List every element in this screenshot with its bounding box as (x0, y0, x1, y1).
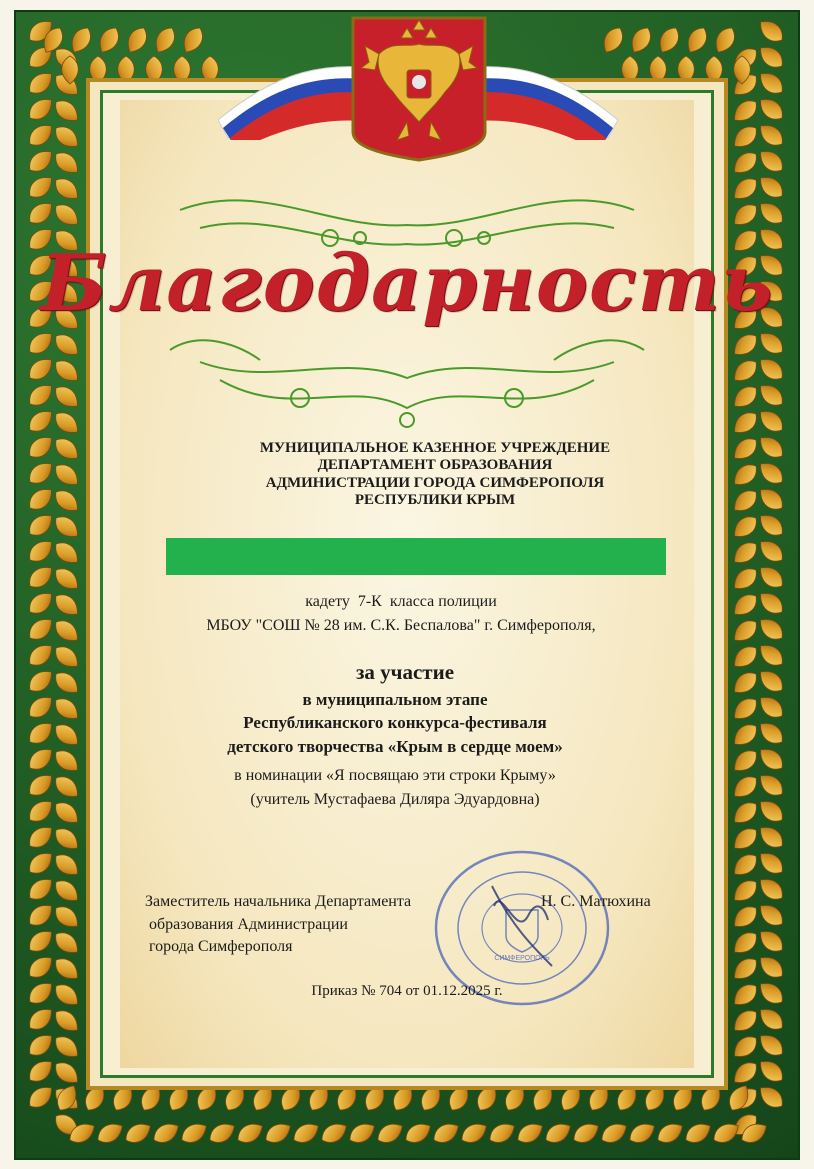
certificate-title: Благодарность (40, 238, 774, 329)
organization-line-4: РЕСПУБЛИКИ КРЫМ (354, 492, 516, 508)
order-reference: Приказ № 704 от 01.12.2025 г. (311, 983, 503, 999)
organization-line-1: МУНИЦИПАЛЬНОЕ КАЗЕННОЕ УЧРЕЖДЕНИЕ (259, 440, 611, 456)
teacher-line: (учитель Мустафаева Диляра Эдуардовна) (250, 791, 540, 808)
signatory-position-line-2: образования Администрации (149, 916, 348, 933)
organization-line-3: АДМИНИСТРАЦИИ ГОРОДА СИМФЕРОПОЛЯ (265, 475, 605, 491)
signatory-position-line-3: города Симферополя (149, 938, 293, 955)
stamp-center-text: СИМФЕРОПОЛЬ (494, 955, 550, 962)
reason-line-3: детского творчества «Крым в сердце моем» (227, 737, 563, 756)
official-stamp (432, 846, 612, 1006)
reason-line-1: в муниципальном этапе (302, 690, 488, 709)
nomination-line: в номинации «Я посвящаю эти строки Крыму» (234, 767, 556, 784)
signatory-name: Н. С. Матюхина (541, 893, 651, 910)
signatory-position-line-1: Заместитель начальника Департамента (145, 893, 412, 910)
reason-heading: за участие (355, 660, 455, 684)
organization-line-2: ДЕПАРТАМЕНТ ОБРАЗОВАНИЯ (317, 457, 553, 473)
reason-line-2: Республиканского конкурса-фестиваля (243, 713, 547, 732)
redacted-recipient-name (166, 538, 666, 575)
recipient-school-line: МБОУ "СОШ № 28 им. С.К. Беспалова" г. Симферополя, (206, 617, 596, 634)
recipient-class-line: кадету 7-К класса полиции (305, 593, 497, 610)
